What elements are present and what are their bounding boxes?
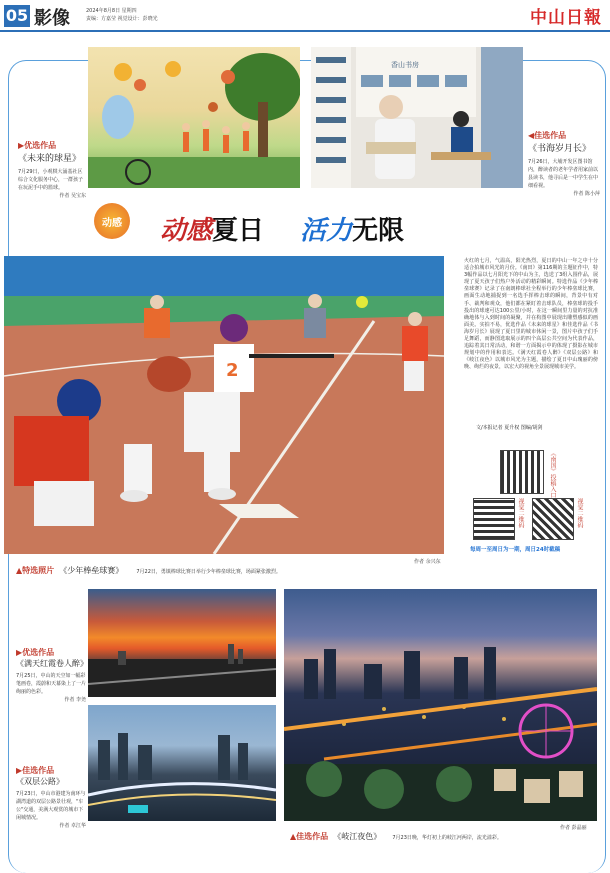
page-number: 05 [5,6,29,25]
photo-double-road [88,705,276,821]
article-byline: 文/本报记者 夏升权 图编/胡剑 [476,425,543,431]
photo-river-night [284,589,597,821]
caption-tag: ◀佳选作品 [528,131,567,140]
newspaper-logo: 中山日報 [530,8,602,28]
caption-author: 作者 李尧 [64,697,86,703]
caption-title: 《书海岁月长》 [528,144,592,154]
caption-p3 [16,558,456,577]
photo-kids-mural [88,47,300,188]
qr-label-visual-1: 视觉二维码 [517,498,524,528]
qr-label-submission: 《南国》投稿入口 [549,450,556,498]
caption-author: 作者 陈小萍 [573,191,600,197]
caption-text: 7月29日，小观棋大涌基社区综合文化服务中心，一群孩子在玩泥手中的篮球。 [18,169,84,191]
header-divider [0,30,610,32]
caption-title: 《未来的球星》 [18,154,82,164]
caption-tag: ▶佳选作品 [16,766,55,775]
svg-text:2: 2 [226,360,239,381]
photo-library [311,47,523,188]
section-title: 影像 [34,8,70,29]
photo-sunset [88,589,276,697]
caption-text: 7月22日，勇镇棒球比赛日举行少年棒垒球比赛，场面紧张激烈。 [136,569,281,575]
caption-tag: ▲特选照片 [16,566,55,575]
caption-author: 作者 余兴东 [414,559,441,565]
editor-line: 责编：方嘉莹 视觉设计：彭晓光 [86,16,158,22]
caption-tag: ▲佳选作品 [290,832,329,841]
photo-baseball [4,256,444,554]
qr-code-visual-1[interactable] [473,498,515,540]
caption-author: 作者 彭晶丽 [560,825,587,831]
caption-tag: ▶优选作品 [16,648,55,657]
caption-text: 7月23日，中山市港建为南环与湖湾道的双层公路景壮观，"车公"交通，美满大观赏的城市下闲城情况。 [16,791,86,821]
caption-p2 [528,130,600,197]
caption-text: 7月23日晚，华灯初上的岐江河两岸，流光溢彩。 [392,835,502,841]
qr-label-visual-2: 视觉二维码 [576,498,583,528]
caption-title: 《岐江夜色》 [333,832,382,841]
qr-code-visual-2[interactable] [532,498,574,540]
caption-p1 [18,140,86,199]
caption-p5 [16,765,86,829]
caption-p4 [16,647,86,703]
caption-text: 7月25日，中山的天空如一幅彩笔画卷，霞蔚和天幕染上了一片绚丽的色彩。 [16,673,87,695]
date-line: 2024年8月8日 星期四 [86,8,137,14]
caption-tag: ▶优选作品 [18,141,57,150]
caption-title: 《双层公路》 [16,777,64,786]
caption-author: 作者 卓江华 [59,823,86,829]
caption-text: 7月26日，大埔开发区图书馆内，醉读者的老年学者用家前以县读书，他寻后是一中学生在中细看视。 [528,159,599,189]
svg-text:香山书房: 香山书房 [391,61,419,69]
banner-title: 动感夏日 活力无限 [160,216,405,246]
caption-title: 《满天红霞卷人醉》 [16,659,88,668]
submission-note: 每周一至周日为一期，周日24时截稿 [470,547,561,553]
qr-code-submission[interactable] [500,450,544,494]
caption-author: 作者 吴宝东 [59,193,86,199]
caption-p6 [290,824,600,843]
caption-title: 《少年棒垒球赛》 [59,566,124,575]
article-body: 火红的七月，气温高，阳光热烈，夏日的中山一年之中十分适合拍城市风光的月份。《南田》第116期的主题征作中，特3幅作品以七月阳光下的中山为主，选送了3组入围作品，展现了夏天孩子们热户外活动的精彩瞬间。特选作品《少年棒垒球赛》记录了在南朗棒球社全程举行的少年棒垒球比赛，画面生动地捕捉到一名选手挥棒击球的瞬间，背景中有对手、裁判和观众，他们都在紧盯着击球队员，棒垒球的投手投出的球速可达100公里/小时，在这一瞬间里力量的对抗准确地体与入到时间的凝聚，并在构图中展现出雕塑感似的画面美。实拍不易，优选作品《未来的球星》和佳选作品《书海岁月长》展现了夏日里的城市休闲一景，图片中孩子们手足舞蹈，而静图选取展示的四个高层公共空间为代表作品，追踪着其日常活动，和谐一方面揭示中的体现了摄影在城市规划中的作用和表达。《满天红霞卷人醉》《双层公路》和《岐江夜色》以城市风光为主题，描绘了夏日中山瑰丽的傍晚、绚烂的夜景，以宏大的视角全景展现城市美学。 [464,258,598,371]
banner-badge-icon: 动感 [94,203,130,239]
